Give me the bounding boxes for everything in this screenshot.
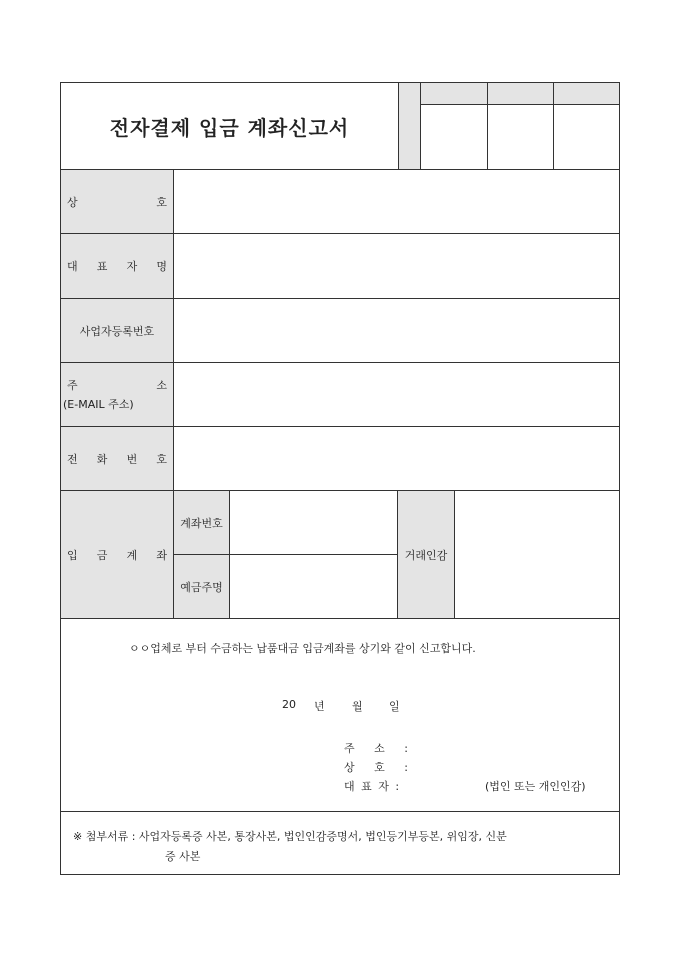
divider xyxy=(61,618,619,619)
account-registration-form xyxy=(60,82,620,875)
date-year-prefix: 20 xyxy=(282,698,296,711)
representative-name-label: 대 표 자 명 xyxy=(67,260,167,273)
transaction-seal-field[interactable] xyxy=(455,491,619,618)
account-number-field[interactable] xyxy=(230,491,397,554)
attachments-note-line1: ※ 첨부서류 : 사업자등록증 사본, 통장사본, 법인인감증명서, 법인등기부등본, 위임장, 신분 xyxy=(73,830,507,843)
business-reg-number-label: 사업자등록번호 xyxy=(79,324,155,338)
date-day: 일 xyxy=(389,700,400,713)
approval-header-row xyxy=(420,83,619,104)
approval-sign-cell-2[interactable] xyxy=(488,105,553,169)
signer-representative-label: 대 표 자 : xyxy=(344,780,400,793)
account-number-label: 계좌번호 xyxy=(180,516,223,530)
account-holder-label: 예금주명 xyxy=(180,580,223,594)
signer-address-label: 주 소 : xyxy=(344,742,408,755)
attachments-note-line2: 증 사본 xyxy=(165,850,201,863)
approval-label-column xyxy=(398,83,420,169)
phone-number-label: 전 화 번 호 xyxy=(67,452,167,466)
date-month: 월 xyxy=(352,700,363,713)
company-name-field[interactable] xyxy=(174,170,619,233)
address-label: 주 소 (E-MAIL 주소) xyxy=(63,379,167,411)
divider xyxy=(61,811,619,812)
signer-company-label: 상 호 : xyxy=(344,761,408,774)
transaction-seal-label: 거래인감 xyxy=(404,548,448,562)
account-holder-field[interactable] xyxy=(230,555,397,618)
declaration-statement: ㅇㅇ업체로 부터 수금하는 납품대금 입금계좌를 상기와 같이 신고합니다. xyxy=(129,642,476,655)
business-reg-number-field[interactable] xyxy=(174,299,619,362)
phone-number-field[interactable] xyxy=(174,427,619,490)
seal-note: (법인 또는 개인인감) xyxy=(485,780,586,793)
approval-sign-cell-3[interactable] xyxy=(554,105,619,169)
form-title: 전자결제 입금 계좌신고서 xyxy=(109,115,350,140)
approval-sign-cell-1[interactable] xyxy=(421,105,487,169)
representative-name-field[interactable] xyxy=(174,234,619,298)
date-year: 년 xyxy=(314,700,325,713)
company-name-label: 상 호 xyxy=(67,195,167,209)
divider xyxy=(398,83,399,169)
deposit-account-label: 입 금 계 좌 xyxy=(67,548,167,562)
address-field[interactable] xyxy=(174,363,619,426)
